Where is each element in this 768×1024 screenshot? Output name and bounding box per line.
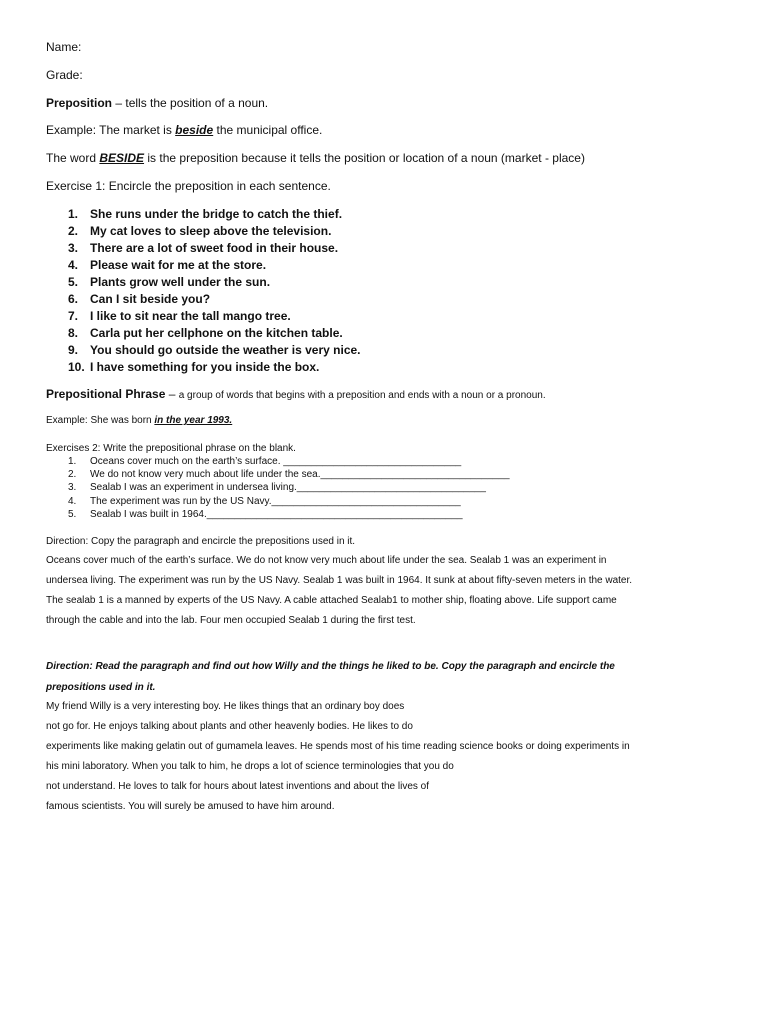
exercise1-item: 6. Can I sit beside you? [68, 292, 211, 306]
direction1-text: Direction: Copy the paragraph and encircle the prepositions used in it. [46, 536, 356, 547]
phrase-term: Prepositional Phrase [46, 387, 166, 401]
explanation-highlight: BESIDE [99, 151, 145, 165]
exercise1-item: 5. Plants grow well under the sun. [68, 275, 271, 289]
preposition-explanation [46, 151, 585, 165]
exercise1-item: 4. Please wait for me at the store. [68, 258, 267, 272]
direction2-line2: prepositions used in it. [46, 682, 156, 693]
paragraph1-line: through the cable and into the lab. Four men occupied Sealab 1 during the first test. [46, 615, 416, 626]
paragraph2-line: My friend Willy is a very interesting boy. He likes things that an ordinary boy does [46, 701, 405, 712]
phrase-example-prefix: Example: She was born [46, 415, 155, 426]
definition-term: Preposition [46, 96, 113, 110]
exercise2-item: 2. We do not know very much about life under the sea.__________________________________ [68, 469, 510, 480]
exercise1-item: 2. My cat loves to sleep above the television. [68, 224, 332, 238]
exercise2-item: 1. Oceans cover much on the earth’s surface. ________________________________ [68, 456, 462, 467]
name-label: Name: [46, 40, 82, 54]
explanation-suffix: is the preposition because it tells the position or location of a noun (market - place) [144, 151, 585, 165]
phrase-definition-text: a group of words that begins with a preposition and ends with a noun or a pronoun. [178, 390, 546, 401]
exercise2-item: 5. Sealab I was built in 1964.______________________________________________ [68, 509, 463, 520]
exercise2-title: Exercises 2: Write the prepositional phrase on the blank. [46, 443, 296, 454]
paragraph1-line: undersea living. The experiment was run by the US Navy. Sealab 1 was built in 1964. It sunk at about fifty-seven meters in the water. [46, 575, 633, 586]
exercise1-item: 1. She runs under the bridge to catch the thief. [68, 207, 343, 221]
example-prefix: Example: The market is [46, 123, 176, 137]
paragraph2-line: not understand. He loves to talk for hours about latest inventions and about the lives of [46, 781, 430, 792]
phrase-dash: – [165, 387, 179, 401]
paragraph1-line: The sealab 1 is a manned by experts of the US Navy. A cable attached Sealab1 to mother ship, floating above. Life support came [46, 595, 617, 606]
prepositional-phrase-definition [46, 387, 546, 402]
phrase-example [46, 415, 232, 427]
exercise1-item: 10. I have something for you inside the box. [68, 360, 320, 374]
exercise1-item: 8. Carla put her cellphone on the kitchen table. [68, 326, 343, 340]
grade-label: Grade: [46, 68, 83, 82]
direction2-line1: Direction: Read the paragraph and find out how Willy and the things he liked to be. Copy the paragraph and encircle the [46, 661, 615, 672]
phrase-example-highlight: in the year 1993. [154, 415, 233, 426]
exercise1-item: 7. I like to sit near the tall mango tree. [68, 309, 291, 323]
definition-text: – tells the position of a noun. [112, 96, 269, 110]
example-suffix: the municipal office. [213, 123, 323, 137]
explanation-prefix: The word [46, 151, 100, 165]
exercise2-item: 3. Sealab I was an experiment in undersea living.__________________________________ [68, 482, 486, 493]
exercise1-item: 9. You should go outside the weather is very nice. [68, 343, 361, 357]
exercise1-item: 3. There are a lot of sweet food in their house. [68, 241, 339, 255]
exercise1-title: Exercise 1: Encircle the preposition in each sentence. [46, 179, 331, 193]
example-highlight: beside [175, 123, 214, 137]
exercise2-item: 4. The experiment was run by the US Navy.__________________________________ [68, 496, 461, 507]
paragraph2-line: experiments like making gelatin out of gumamela leaves. He spends most of his time reading science books or doing experiments in [46, 741, 630, 752]
paragraph1-line: Oceans cover much of the earth’s surface. We do not know very much about life under the sea. Sealab 1 was an experiment in [46, 555, 607, 566]
paragraph2-line: not go for. He enjoys talking about plants and other heavenly bodies. He likes to do [46, 721, 413, 732]
paragraph2-line: famous scientists. You will surely be amused to have him around. [46, 801, 335, 812]
paragraph2-line: his mini laboratory. When you talk to him, he drops a lot of science terminologies that you do [46, 761, 454, 772]
preposition-definition [46, 96, 268, 110]
preposition-example [46, 123, 322, 137]
